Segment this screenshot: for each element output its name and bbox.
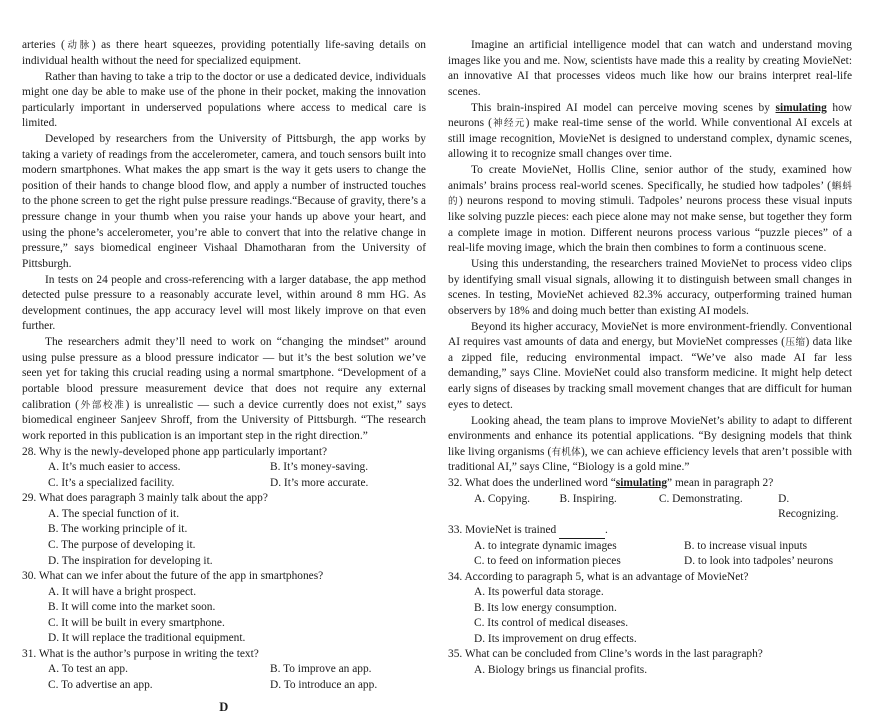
section-marker: D [219, 700, 229, 715]
chinese-gloss: 动脉 [64, 40, 92, 51]
option-q28-C[interactable]: C. It’s a specialized facility. [48, 476, 175, 489]
left-text-column [22, 38, 426, 715]
option-q34-D[interactable]: D. Its improvement on drug effects. [474, 632, 637, 645]
option-q32-C[interactable]: C. Demonstrating. [658, 492, 743, 505]
body-paragraph: arteries (动脉) as there heart squeezes, providing potentially life-saving details on individual health without the need for specialized equipment. [22, 39, 426, 67]
body-paragraph: To create MovieNet, Hollis Cline, senior author of the study, examined how animals’ brains process real-world scenes. Specifically, he studied how tadpoles’ (蝌蚪的) neurons respond to moving stimuli. Tadpoles’ neurons process these visual inputs like solving puzzle pieces: each piece alone may not make sense, but together they form a complete image in motion. Different neurons process various “puzzle pieces” of a real-life moving image, which the brain then combines to form a continuous scene. [448, 164, 853, 255]
option-q33-D[interactable]: D. to look into tadpoles’ neurons [684, 555, 834, 568]
option-q32-A[interactable]: A. Copying. [474, 492, 531, 505]
option-q31-C[interactable]: C. To advertise an app. [48, 678, 153, 691]
chinese-gloss: 神经元 [491, 118, 526, 130]
chinese-gloss: 外部校准 [78, 399, 126, 411]
option-q30-A[interactable]: A. It will have a bright prospect. [48, 585, 197, 598]
question-stem-q35: 35. What can be concluded from Cline’s words in the last paragraph? [448, 648, 763, 661]
question-stem-q30: 30. What can we infer about the future of the app in smartphones? [22, 570, 324, 583]
option-q34-B[interactable]: B. Its low energy consumption. [474, 601, 617, 614]
option-q30-C[interactable]: C. It will be built in every smartphone. [48, 616, 225, 629]
option-q29-D[interactable]: D. The inspiration for developing it. [48, 554, 213, 567]
options-list-q29 [22, 507, 426, 569]
option-q28-D[interactable]: D. It’s more accurate. [270, 476, 369, 489]
option-q29-B[interactable]: B. The working principle of it. [48, 523, 188, 536]
body-paragraph: Using this understanding, the researchers trained MovieNet to process video clips by identifying small visual signals, allowing it to distinguish between small changes in scenes. In testing, MovieNet achieved 82.3% accuracy, outperforming trained human observers by 18% and doing much better than existing AI models. [448, 258, 852, 317]
body-paragraph: Developed by researchers from the University of Pittsburgh, the app works by taking a variety of readings from the accelerometer, camera, and touch sensors built into modern smartphones. What makes the app smart is the way it gets users to change the position of their hands to change blood flow, and apply a number of instructed touches to the phone screen to get the right pulse pressure readings.“Because of gravity, there’s a pressure change in your thumb when you raise your hands up above your heart, and using the phone’s accelerometer, you’re able to convert that into the relative change in pressure,” says biomedical engineer Vishaal Dhamotharan from the University of Pittsburgh. [22, 133, 426, 270]
option-q28-B[interactable]: B. It’s money-saving. [270, 461, 369, 474]
options-list-q35 [448, 663, 852, 679]
option-q35-A[interactable]: A. Biology brings us financial profits. [474, 663, 648, 676]
underlined-keyword: simulating [775, 101, 827, 114]
body-paragraph: Looking ahead, the team plans to improve MovieNet’s ability to adapt to different environments and enhance its potential applications. “By designing models that think like living organisms (有机体), we can achieve efficiency levels that aren’t possible with traditional AI,” says Cline, “Biology is a gold mine.” [448, 414, 852, 474]
option-q29-C[interactable]: C. The purpose of developing it. [48, 539, 196, 551]
body-paragraph: In tests on 24 people and cross-referencing with a larger database, the app method detected pulse pressure to a reasonably accurate level, within around 8 mm HG. As development continues, the app accuracy level will most likely improve on that even further. [22, 273, 426, 333]
chinese-gloss: 压缩 [784, 337, 806, 349]
option-q31-A[interactable]: A. To test an app. [48, 663, 128, 676]
chinese-gloss: 蝌蚪的 [448, 180, 853, 208]
question-stem-q28: 28. Why is the newly-developed phone app particularly important? [22, 445, 328, 458]
body-paragraph: The researchers admit they’ll need to work on “changing the mindset” around using pulse pressure as a blood pressure indicator — but it’s the best solution we’ve seen yet for taking this crucial reading using a normal smartphone. “Development of a portable blood pressure measurement device that does not require any external calibration (外部校准) is unrealistic — such a device currently does not exist,” says biomedical engineer Sanjeev Shroff, from the University of Pittsburgh. “The research work reported in this publication is an important step in the right direction.” [22, 336, 426, 442]
option-q30-B[interactable]: B. It will come into the market soon. [48, 601, 216, 614]
option-q31-B[interactable]: B. To improve an app. [270, 663, 372, 676]
option-q28-A[interactable]: A. It’s much easier to access. [48, 461, 181, 474]
options-list-q28 [22, 460, 426, 491]
question-stem-q33: 33. MovieNet is trained . [448, 523, 852, 539]
body-paragraph: Rather than having to take a trip to the doctor or use a dedicated device, individuals might one day be able to make use of the phone in their pocket, making the innovation particularly important in underserved populations where access to medical care is limited. [22, 70, 426, 130]
option-q30-D[interactable]: D. It will replace the traditional equipment. [48, 632, 246, 645]
option-q31-D[interactable]: D. To introduce an app. [270, 678, 378, 691]
option-q32-D[interactable]: D. Recognizing. [778, 492, 839, 521]
option-q34-C[interactable]: C. Its control of medical diseases. [474, 617, 629, 630]
question-stem-q31: 31. What is the author’s purpose in writing the text? [22, 647, 259, 660]
options-list-q34 [448, 585, 852, 647]
option-q32-B[interactable]: B. Inspiring. [559, 492, 617, 505]
body-paragraph: This brain-inspired AI model can perceive moving scenes by simulating how neurons (神经元) make real-time sense of the world. While conventional AI excels at still image recognition, MovieNet is designed to understand complex, dynamic scenes, allowing it to recognize small changes over time. [448, 101, 853, 161]
question-stem-q34: 34. According to paragraph 5, what is an advantage of MovieNet? [448, 570, 749, 583]
underlined-keyword: simulating [615, 477, 668, 490]
answer-blank [559, 528, 605, 539]
options-list-q32 [448, 492, 852, 523]
body-paragraph: Imagine an artificial intelligence model that can watch and understand moving images like you and me. Now, scientists have made this a reality by creating MovieNet: an innovative AI that processes videos much like how our brains interpret real-life scenes. [448, 39, 852, 98]
option-q29-A[interactable]: A. The special function of it. [48, 507, 180, 520]
options-list-q31 [22, 662, 426, 693]
options-list-q33 [448, 539, 852, 570]
body-paragraph: Beyond its higher accuracy, MovieNet is more environment-friendly. Conventional AI requires vast amounts of data and energy, but MovieNet compresses (压缩) data like a zipped file, reducing environmental impact. “We’ve also made AI far less demanding,” says Cline. MovieNet could also transform medicine. It might help detect early signs of diseases by tracking small movement changes that are difficult for human eyes to detect. [448, 320, 853, 411]
option-q33-C[interactable]: C. to feed on information pieces [474, 555, 621, 568]
options-list-q30 [22, 585, 426, 647]
option-q33-B[interactable]: B. to increase visual inputs [684, 539, 808, 552]
option-q34-A[interactable]: A. Its powerful data storage. [474, 586, 604, 599]
chinese-gloss: 有机体 [551, 446, 581, 458]
option-q33-A[interactable]: A. to integrate dynamic images [474, 539, 617, 552]
question-stem-q29: 29. What does paragraph 3 mainly talk about the app? [22, 492, 268, 505]
question-stem-q32: 32. What does the underlined word “simulating” mean in paragraph 2? [448, 477, 774, 490]
right-text-column [448, 38, 853, 676]
